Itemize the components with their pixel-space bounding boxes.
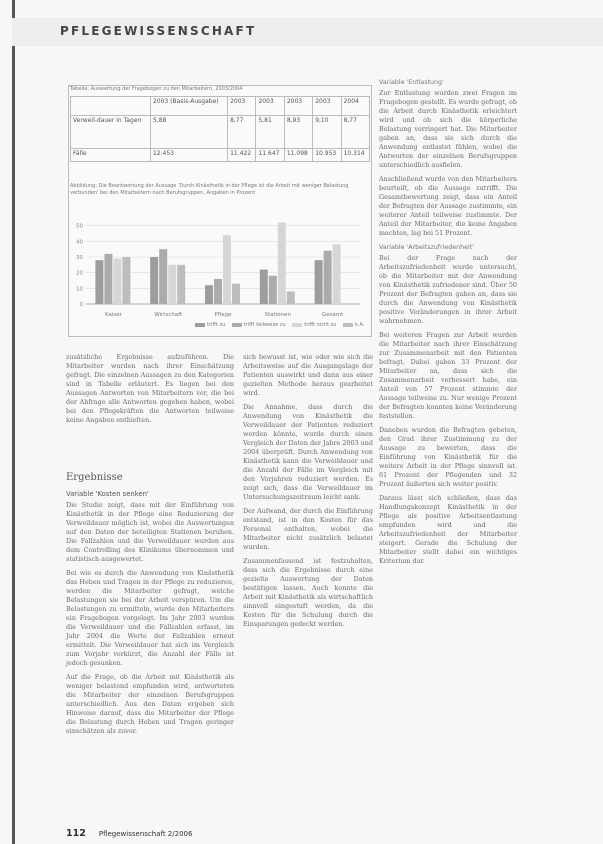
table-cell: 8,77 [341, 116, 369, 149]
paragraph: Zusammenfassend ist festzuhalten, dass sich die Ergebnisse durch eine gezielte Auswertung der Daten bestätigen lassen. Auch konnte die Arbeit mit Kinästhetik als wirtschaftlich sinnvoll eingestuft werden, da die Kosten für die Schulung durch die Einsparungen gedeckt werden. [243, 557, 373, 628]
legend-label: trifft teilweise zu [243, 322, 286, 328]
column-2 [243, 353, 373, 634]
table-col-header: 2003 [228, 97, 256, 116]
section-title: PFLEGEWISSENSCHAFT [60, 24, 257, 38]
y-tick-label: 0 [79, 302, 83, 308]
bar [324, 251, 332, 304]
table-cell: 9,10 [313, 116, 341, 149]
table-row [71, 149, 370, 162]
chart-legend [190, 322, 364, 328]
subheading: Variable 'Entlastung' [379, 79, 444, 86]
bar [95, 260, 103, 304]
table-cell: 8,93 [284, 116, 312, 149]
y-tick-label: 20 [76, 270, 83, 277]
column-3 [379, 78, 517, 571]
y-tick-label: 40 [76, 239, 83, 246]
legend-swatch [232, 323, 242, 327]
paragraph: Der Aufwand, der durch die Einführung entstand, ist in den Kosten für das Personal enthalten, wobei die Mitarbeiter nicht zusätzlich belastet wurden. [243, 507, 373, 551]
table-cell: 10.953 [313, 149, 341, 162]
bar [260, 270, 268, 304]
table-header-row [71, 97, 370, 116]
bar [214, 279, 222, 304]
table-col-header: 2003 [313, 97, 341, 116]
paragraph: Bei weiteren Fragen zur Arbeit wurden die Mitarbeiter nach ihrer Einschätzung zur Zusammenarbeit mit den Patienten befragt. Dabei gaben 33 Prozent der Mitarbeiter an, dass sich die Zusammenarbeit verbessert habe, ein Anteil von 57 Prozent stimmte der Aussage teilweise zu. Nur wenige Prozent der Befragten konnten keine Veränderung feststellen. [379, 331, 517, 420]
paragraph: Die Annahme, dass durch die Anwendung von Kinästhetik die Verweildauer der Patienten reduziert werden könnte, wurde durch einen Vergleich der Daten der Jahre 2003 und 2004 überprüft. Durch Anwendung von Kinästhetik kann die Verweildauer und die Anzahl der Fälle im Vergleich mit den Vorjahren reduziert werden. Es zeigt sich, dass die Verweildauer im Untersuchungszeitraum leicht sank. [243, 403, 373, 501]
paragraph: zusätzliche Ergebnisse aufzuführen. Die Mitarbeiter wurden nach ihrer Einschätzung gefragt. Die einzelnen Aussagen zu den Kategorien sind in Tabelle erläutert. Es liegen bei den Aussagen Antworten von Mitarbeitern vor, die bei der Abfrage alle Antworten gegeben haben, wobei bei den Pflegekräften die Antworten teilweise keine Angaben enthielten. [66, 353, 234, 424]
paragraph: Bei wie es durch die Anwendung von Kinästhetik das Heben und Tragen in der Pflege zu reduzieren, werden die Mitarbeiter gefragt, welche Belastungen sie bei der Arbeit verspüren. Um die Belastungen zu ermitteln, wurde den Mitarbeitern ein Fragebogen vorgelegt. Im Jahr 2003 wurden die Verweildauer und die Fallzahlen erfasst, im Jahr 2004 die Werte der Fallzahlen erneut ermittelt. Die Verweildauer hat sich im Vergleich zum Vorjahr verkürzt, die Anzahl der Fälle ist jedoch gesunken. [66, 569, 234, 667]
table-col-header: 2003 [256, 97, 284, 116]
section-heading: Ergebnisse [66, 472, 123, 483]
y-tick-label: 50 [76, 223, 83, 230]
bar [333, 244, 341, 304]
paragraph: Daraus lässt sich schließen, dass das Handlungskonzept Kinästhetik in der Pflege als positive Arbeitsentlastung empfunden wird und die Arbeitszufriedenheit der Mitarbeiter steigert. Gerade die Schulung der Mitarbeiter stellt dabei ein wichtiges Kriterium dar. [379, 494, 517, 565]
x-tick-label: Wirtschaft [154, 312, 183, 318]
table-col-header: 2003 [284, 97, 312, 116]
paragraph: sich bewusst ist, wie oder wie sich die Arbeitsweise auf die Ausgangslage der Patienten auswirkt und dann aus einer gezielten Methode heraus gearbeitet wird. [243, 353, 373, 397]
column-1 [66, 467, 234, 741]
bar [278, 223, 286, 304]
journal-name: Pflegewissenschaft 2/2006 [98, 830, 193, 838]
page-edge-strip [12, 0, 15, 844]
bar [113, 259, 121, 304]
page-footer [66, 828, 192, 839]
bar [269, 276, 277, 304]
table-cell: 8,77 [228, 116, 256, 149]
bar [232, 284, 240, 304]
figure-caption: Abbildung: Die Beantwortung der Aussage 'Durch Kinästhetik in der Pflege ist die Arbeit mit weniger Belastung verbunden' bei den Mitarbeitern nach Berufsgruppen, Angaben in Prozent [70, 183, 349, 196]
table-row-label: Fälle [71, 149, 151, 162]
bar [205, 285, 213, 304]
x-tick-label: Gesamt [321, 312, 344, 318]
data-table [70, 96, 370, 162]
table-cell: 11.422 [228, 149, 256, 162]
y-tick-label: 30 [76, 255, 83, 261]
legend-swatch [292, 323, 302, 327]
paragraph: Anschließend wurde von den Mitarbeitern beurteilt, ob die Aussage zutrifft. Die Gesamtbewertung zeigt, dass ein Anteil der Befragten der Aussage zustimmte, ein weiterer Anteil teilweise zustimmte. Der Anteil der Mitarbeiter, die keine Angaben machten, lag bei 51 Prozent. [379, 175, 517, 237]
paragraph: Die Studie zeigt, dass mit der Einführung von Kinästhetik in der Pflege eine Reduzierung der Verweildauer möglich ist, wobei die Auswertungen auf den Daten der beteiligten Stationen beruhen. Die Fallzahlen und die Verweildauer wurden aus dem Controlling des Klinikums übernommen und statistisch ausgewertet. [66, 501, 234, 563]
table-caption: Tabelle: Auswertung der Fragebogen zu den Mitarbeitern, 2003/2004 [70, 86, 243, 92]
y-tick-label: 10 [76, 286, 83, 293]
table-row [71, 116, 370, 149]
legend-label: k.A. [355, 322, 365, 328]
table-cell: 11.647 [256, 149, 284, 162]
table-col-header: 2004 [341, 97, 369, 116]
legend-swatch [343, 323, 353, 327]
paragraph: Zur Entlastung wurden zwei Fragen im Fragebogen gestellt. Es wurde gefragt, ob die Arbeit durch Kinästhetik erleichtert wird und ob sich die körperliche Belastung verringert hat. Die Mitarbeiter gaben an, dass sie sich durch die Anwendung entlastet fühlen, wobei die Antworten der einzelnen Berufsgruppen unterschiedlich ausfielen. [379, 89, 517, 169]
paragraph: Auf die Frage, ob die Arbeit mit Kinästhetik als weniger belastend empfunden wird, antworteten die Mitarbeiter der einzelnen Berufsgruppen unterschiedlich. Aus den Daten ergeben sich Hinweise darauf, dass die Mitarbeiter der Pflege die Belastung durch Heben und Tragen geringer einschätzen als zuvor. [66, 673, 234, 735]
table-col-header: 2003 (Basis-Ausgabe) [150, 97, 227, 116]
page-number: 112 [66, 828, 86, 839]
bar-chart [70, 206, 366, 320]
table-cell: 10.314 [341, 149, 369, 162]
bar [104, 254, 112, 304]
x-tick-label: Pflege [214, 312, 232, 318]
paragraph: Bei der Frage nach der Arbeitszufriedenheit wurde untersucht, ob die Mitarbeiter mit der Anwendung von Kinästhetik zufriedener sind. Über 50 Prozent der Befragten gaben an, dass sie durch die Anwendung von Kinästhetik positive Veränderungen in ihrer Arbeit wahrnehmen. [379, 254, 517, 325]
table-corner [71, 97, 151, 116]
table-cell: 12.453 [150, 149, 227, 162]
bar [223, 235, 231, 304]
bar [315, 260, 323, 304]
legend-label: trifft zu [207, 322, 226, 328]
table-cell: 5,81 [256, 116, 284, 149]
table-row-label: Verweil-dauer in Tagen [71, 116, 151, 149]
legend-label: trifft nicht zu [304, 322, 337, 328]
table-cell: 11.098 [284, 149, 312, 162]
subheading: Variable 'Kosten senken' [66, 490, 149, 498]
x-tick-label: Kaiser [104, 312, 122, 318]
subheading: Variable 'Arbeitszufriedenheit' [379, 244, 474, 251]
bar [150, 257, 158, 304]
bar [159, 249, 167, 304]
column-1-intro [66, 353, 234, 430]
paragraph: Daneben wurden die Befragten gebeten, den Grad ihrer Zustimmung zu der Aussage zu bewerten, dass die Einführung von Kinästhetik für die weitere Arbeit in der Pflege sinnvoll ist. 61 Prozent der Pflegenden und 32 Prozent äußerten sich weiter positiv. [379, 426, 517, 488]
x-tick-label: Stationen [264, 312, 292, 318]
bar [168, 265, 176, 304]
legend-swatch [195, 323, 205, 327]
table-cell: 5,88 [150, 116, 227, 149]
bar [177, 265, 185, 304]
bar [287, 291, 295, 304]
bar [122, 257, 130, 304]
